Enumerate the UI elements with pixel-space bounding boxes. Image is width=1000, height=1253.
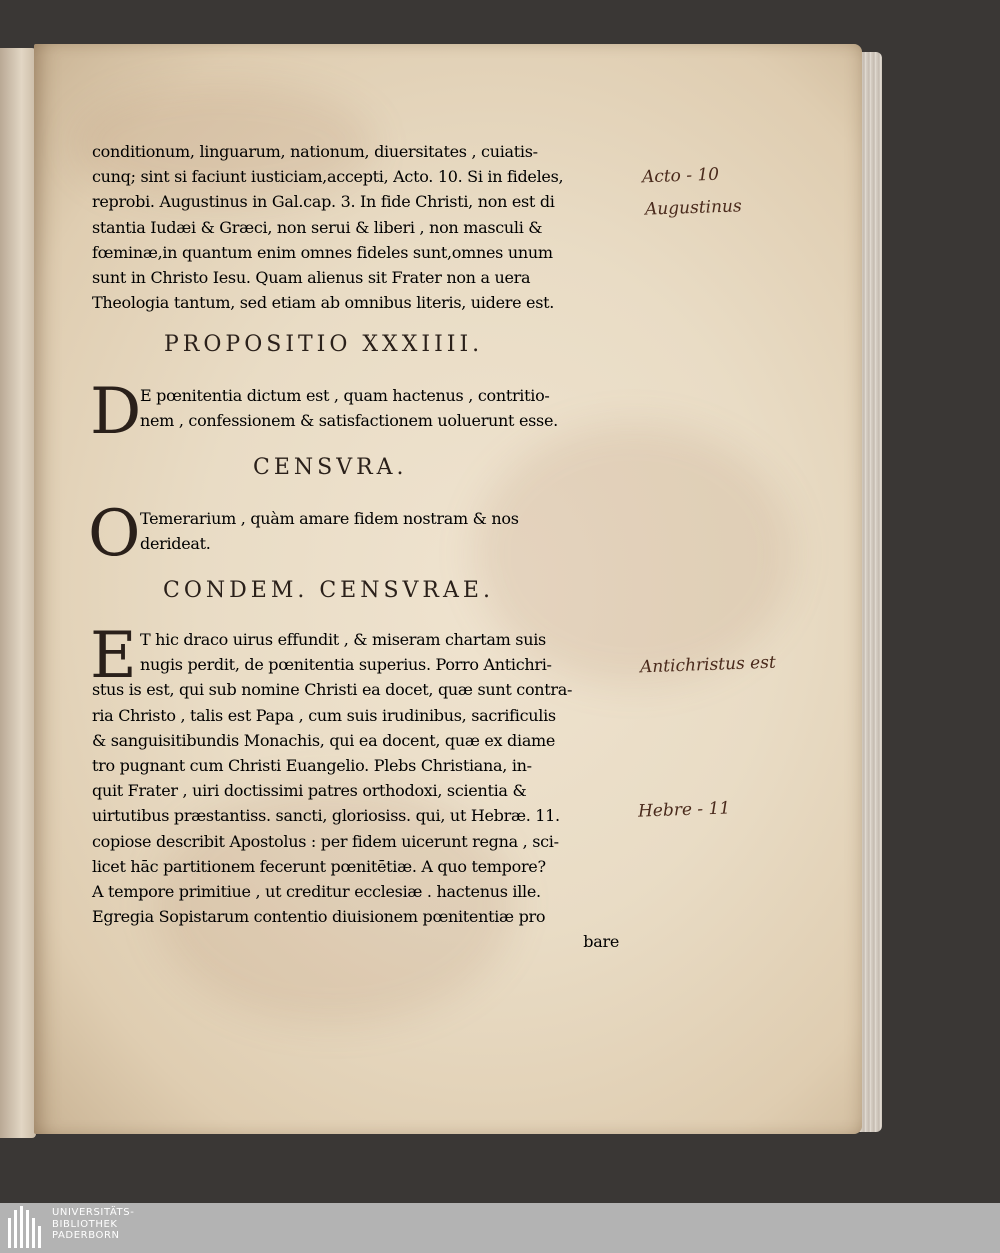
left-page-edge [0,48,36,1138]
text-line: & sanguisitibundis Monachis, qui ea docent, quæ ex diame [92,730,556,750]
text-line: quit Frater , uiri doctissimi patres orthodoxi, scientia & [92,781,527,801]
library-name-line: PADERBORN [52,1230,120,1241]
text-line: Theologia tantum, sed etiam ab omnibus literis, uidere est. [92,293,555,313]
heading-condem-censurae: CONDEM. CENSVRAE. [163,578,494,603]
library-logo-icon [6,1206,44,1252]
text-line: conditionum, linguarum, nationum, diuersitates , cuiatis- [92,142,538,161]
text-line: cunq; sint si faciunt iusticiam,accepti, Acto. 10. Si in fideles, [92,167,564,187]
paragraph-2 [92,383,637,433]
text-line: stantia Iudæi & Græci, non serui & liberi , non masculi & [92,217,543,237]
text-line: E pœnitentia dictum est , quam hactenus , contritio- [140,386,550,405]
heading-propositio: PROPOSITIO XXXIIII. [164,332,484,357]
text-line: Temerarium , quàm amare fidem nostram & nos [140,509,519,528]
paragraph-3 [92,506,637,556]
text-line: stus is est, qui sub nomine Christi ea docet, quæ sunt contra- [92,680,573,700]
paragraph-4 [90,619,637,955]
text-line: Egregia Sopistarum contentio diuisionem pœnitentiæ pro [92,907,546,927]
text-line: ria Christo , talis est Papa , cum suis irudinibus, sacrificulis [92,705,556,725]
text-line: tro pugnant cum Christi Euangelio. Plebs Christiana, in- [92,756,532,776]
text-line: uirtutibus præstantiss. sancti, gloriosiss. qui, ut Hebræ. 11. [92,806,560,826]
text-line: licet hāc partitionem fecerunt pœnitētiæ. A quo tempore? [92,856,546,876]
text-line: reprobi. Augustinus in Gal.cap. 3. In fide Christi, non est di [92,192,555,212]
library-name-line: BIBLIOTHEK [52,1218,118,1230]
library-name [52,1207,134,1242]
drop-cap-e: E [90,619,137,693]
marginal-note: Augustinus [644,196,742,220]
text-line: fœminæ,in quantum enim omnes fideles sunt,omnes unum [92,242,553,262]
text-line: T hic draco uirus effundit , & miseram chartam suis [140,630,546,649]
marginal-note: Antichristus est [639,652,777,678]
text-line: derideat. [140,534,211,554]
text-line: A tempore primitiue , ut creditur ecclesiæ . hactenus ille. [92,882,541,902]
text-line: sunt in Christo Iesu. Quam alienus sit Frater non a uera [92,268,531,288]
catchword: bare [583,932,619,952]
drop-cap-o: O [88,497,141,571]
paragraph-1 [92,139,637,315]
text-line: nugis perdit, de pœnitentia superius. Porro Antichri- [140,655,552,675]
text-line: copiose describit Apostolus : per fidem uicerunt regna , sci- [92,831,559,851]
library-name-line: UNIVERSITÄTS- [52,1207,135,1218]
marginal-note: Acto - 10 [641,164,720,188]
heading-censura: CENSVRA. [253,455,408,480]
marginal-note: Hebre - 11 [637,798,731,822]
text-line: nem , confessionem & satisfactionem uoluerunt esse. [140,411,558,431]
drop-cap-d: D [90,375,142,449]
library-footer [0,1203,1000,1253]
